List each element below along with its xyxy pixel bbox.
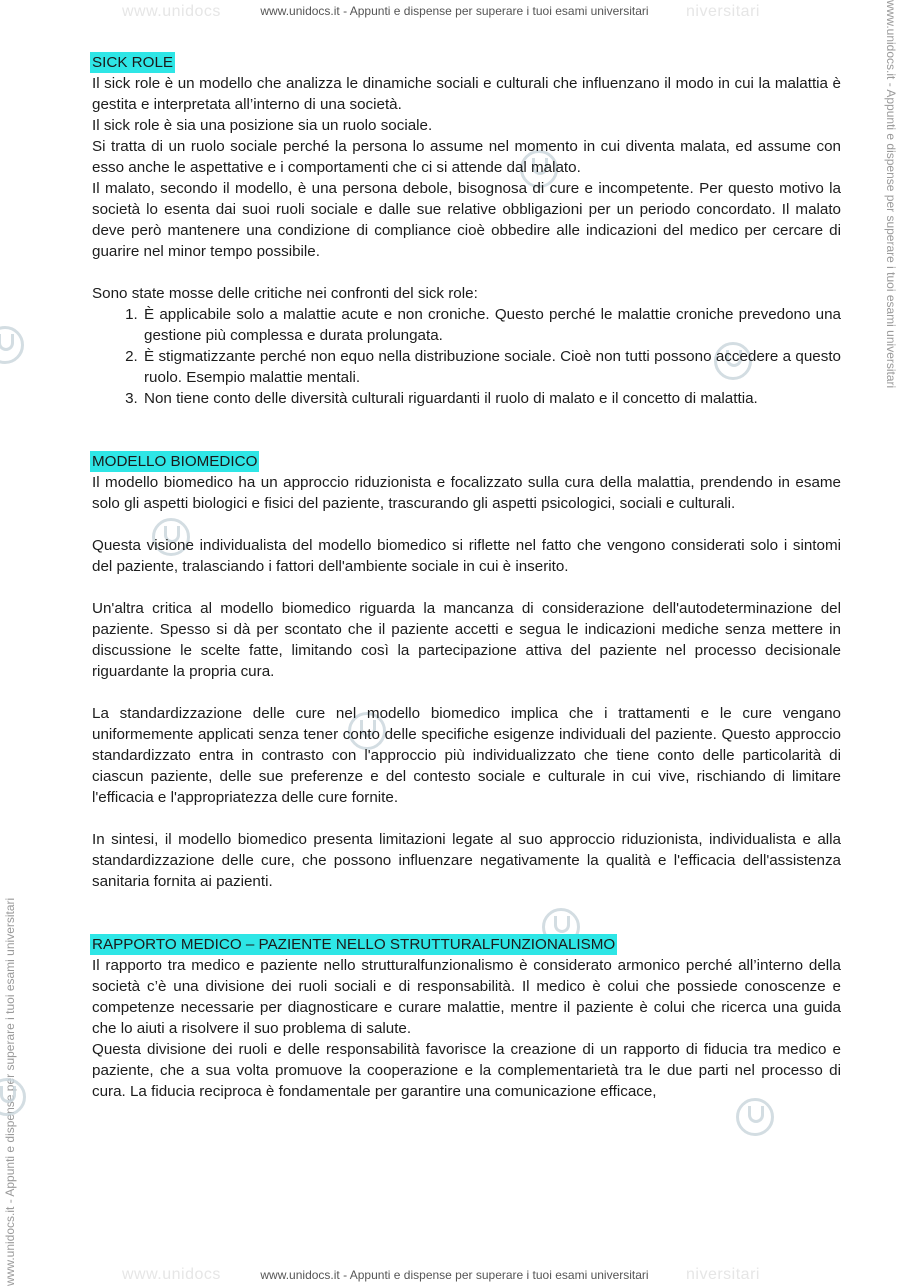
paragraph: Si tratta di un ruolo sociale perché la persona lo assume nel momento in cui diventa malata, ed assume con esso anche le aspettative e i comportamenti che ci si attende dal malato. — [92, 138, 841, 176]
page-footer-watermark: www.unidocs.it - Appunti e dispense per superare i tuoi esami universitari — [260, 1268, 649, 1282]
list-item: 1. È applicabile solo a malattie acute e non croniche. Questo perché le malattie croniche prevedono una gestione più complessa e durata prolungata. — [142, 304, 841, 346]
right-side-watermark: www.unidocs.it - Appunti e dispense per superare i tuoi esami universitari — [884, 0, 898, 389]
page-header-watermark: www.unidocs.it - Appunti e dispense per superare i tuoi esami universitari — [260, 4, 649, 18]
footer-ghost-left: www.unidocs — [122, 1266, 221, 1283]
paragraph: Il rapporto tra medico e paziente nello strutturalfunzionalismo è considerato armonico perché all’interno della società c’è una divisione dei ruoli sociali e di responsabilità. Il medico è colui che possiede conoscenze e competenze necessarie per diagnosticare e curare malattie, mentre il paziente è colui che ricerca una guida che lo aiuti a risolvere il suo problema di salute. — [92, 957, 841, 1037]
paragraph: La standardizzazione delle cure nel modello biomedico implica che i trattamenti e le cure vengano uniformemente applicati senza tener conto delle specifiche esigenze individuali del paziente. Questo approccio standardizzato entra in contrasto con l'approccio più individualizzato che tiene conto delle particolarità di ciascun paziente, delle sue preferenze e del contesto sociale e culturale in cui vive, rischiando di limitare l'efficacia e l'appropriatezza delle cure fornite. — [92, 705, 841, 806]
left-side-watermark: www.unidocs.it - Appunti e dispense per superare i tuoi esami universitari — [3, 897, 17, 1286]
header-ghost-right: niversitari — [686, 3, 760, 20]
section-heading-label: RAPPORTO MEDICO – PAZIENTE NELLO STRUTTURALFUNZIONALISMO — [92, 936, 616, 953]
header-ghost-left: www.unidocs — [122, 3, 221, 20]
paragraph: Questa divisione dei ruoli e delle responsabilità favorisce la creazione di un rapporto di fiducia tra medico e paziente, che a sua volta promuove la cooperazione e la complementarietà tra le due parti nel processo di cura. La fiducia reciproca è fondamentale per garantire una comunicazione efficace, — [92, 1041, 841, 1100]
section-heading-rapporto-medico-paziente — [92, 934, 841, 955]
paragraph: Un'altra critica al modello biomedico riguarda la mancanza di considerazione dell'autodeterminazione del paziente. Spesso si dà per scontato che il paziente accetti e segua le indicazioni mediche senza mettere in discussione le scelte fatte, limitando così la partecipazione attiva del paziente nel processo decisionale riguardante la propria cura. — [92, 600, 841, 680]
logo-watermark-icon — [0, 1078, 26, 1116]
section-heading-modello-biomedico — [92, 451, 841, 472]
logo-watermark-icon — [736, 1098, 774, 1136]
section-heading-sick-role — [92, 52, 841, 73]
paragraph: Il sick role è un modello che analizza le dinamiche sociali e culturali che influenzano il modo in cui la malattia è gestita e interpretata all’interno di una società. — [92, 75, 841, 113]
paragraph: Questa visione individualista del modello biomedico si riflette nel fatto che vengono considerati solo i sintomi del paziente, tralasciando i fattori dell'ambiente sociale in cui è inserito. — [92, 537, 841, 575]
list-item: 3. Non tiene conto delle diversità culturali riguardanti il ruolo di malato e il concetto di malattia. — [142, 388, 841, 409]
document-body — [92, 52, 841, 1102]
paragraph: Il malato, secondo il modello, è una persona debole, bisognosa di cure e incompetente. Per questo motivo la società lo esenta dai suoi ruoli sociale e dalle sue relative obbligazioni per un periodo concordato. Il malato deve però mantenere una condizione di compliance cioè obbedire alle indicazioni del medico per cercare di guarire nel minor tempo possibile. — [92, 180, 841, 260]
critiques-list — [92, 304, 841, 409]
paragraph: Il sick role è sia una posizione sia un ruolo sociale. — [92, 117, 433, 134]
paragraph: In sintesi, il modello biomedico presenta limitazioni legate al suo approccio riduzionista, individualista e alla standardizzazione delle cure, che possono influenzare negativamente la qualità e l'efficacia dell'assistenza sanitaria fornita ai pazienti. — [92, 831, 841, 890]
logo-watermark-icon — [0, 326, 24, 364]
list-intro: Sono state mosse delle critiche nei confronti del sick role: — [92, 285, 478, 302]
footer-ghost-right: niversitari — [686, 1266, 760, 1283]
paragraph: Il modello biomedico ha un approccio riduzionista e focalizzato sulla cura della malattia, prendendo in esame solo gli aspetti biologici e fisici del paziente, trascurando gli aspetti psicologici, sociali e culturali. — [92, 474, 841, 512]
section-heading-label: MODELLO BIOMEDICO — [92, 453, 258, 470]
list-item: 2. È stigmatizzante perché non equo nella distribuzione sociale. Cioè non tutti possono accedere a questo ruolo. Esempio malattie mentali. — [142, 346, 841, 388]
section-heading-label: SICK ROLE — [92, 54, 174, 71]
